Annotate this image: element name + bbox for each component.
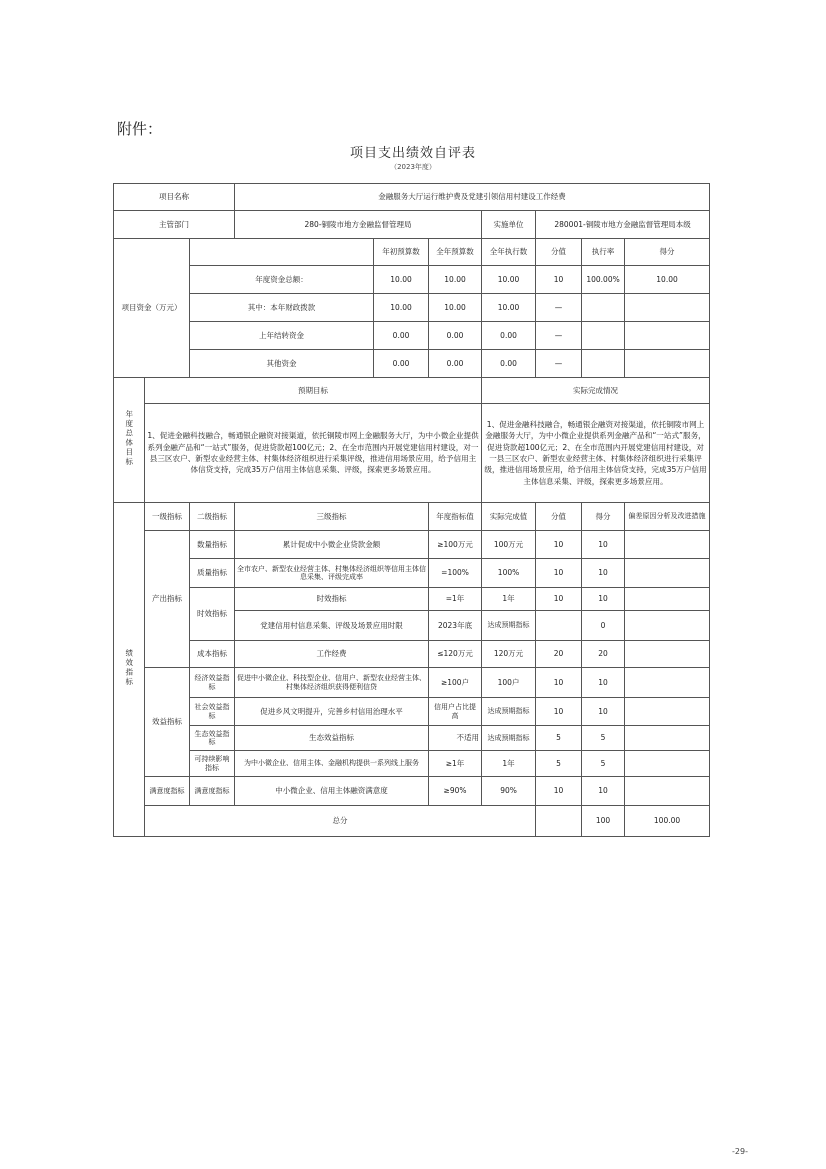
perf-l3: 工作经费 [235,641,429,668]
funds-row-annual: 10.00 [429,294,482,322]
perf-deviation [625,698,710,726]
perf-got: 10 [582,559,625,588]
perf-deviation [625,611,710,641]
perf-actual: 1年 [482,588,536,611]
total-got: 100.00 [625,806,710,837]
funds-row-rate [582,322,625,350]
implementer-label: 实施单位 [482,211,536,239]
perf-row [114,726,710,751]
funds-row-got [625,294,710,322]
goals-actual-text: 1、促进金融科技融合，畅通银企融资对接渠道，依托铜陵市网上金融服务大厅，为中小微企业提供系列金融产品和“一站式”服务，促进贷款超100亿元；2、在全市范围内开展党建信用村建设，对一县三区农户、新型农业经营主体、村集体经济组织进行采集评级，推进信用场景应用，给予信用主体信贷支持，完成35万户信用主体信息采集、评级，探索更多场景应用。 [482,404,710,503]
perf-score: 10 [536,588,582,611]
perf-deviation [625,641,710,668]
funds-label: 项目资金（万元） [114,239,190,378]
perf-score [536,611,582,641]
perf-score: 20 [536,641,582,668]
funds-header-score: 分值 [536,239,582,266]
goals-expected-text: 1、促进金融科技融合，畅通银企融资对接渠道，依托铜陵市网上金融服务大厅，为中小微企业提供系列金融产品和“一站式”服务，促进贷款超100亿元；2、在全市范围内开展党建信用村建设，对一县三区农户、新型农业经营主体、村集体经济组织进行采集评级，推进信用场景应用，给予信用主体信贷支持，完成35万户信用主体信息采集、评级，探索更多场景应用。 [145,404,482,503]
implementer-value: 280001-铜陵市地方金融监督管理局本级 [536,211,710,239]
evaluation-table [113,183,710,837]
funds-header-executed: 全年执行数 [482,239,536,266]
perf-deviation [625,751,710,777]
perf-output-label: 产出指标 [145,531,190,668]
page-subtitle: （2023年度） [390,163,436,171]
funds-header-initial: 年初预算数 [374,239,429,266]
perf-deviation [625,726,710,751]
perf-l2: 经济效益指标 [190,668,235,698]
page-title: 项目支出绩效自评表 [349,146,476,161]
perf-actual: 100% [482,559,536,588]
perf-target: =100% [429,559,482,588]
perf-l2: 质量指标 [190,559,235,588]
funds-row-label: 其中：本年财政拨款 [190,294,374,322]
perf-score: 10 [536,668,582,698]
department-label: 主管部门 [114,211,235,239]
perf-actual: 达成预期指标 [482,726,536,751]
perf-target: =1年 [429,588,482,611]
perf-target: ≥100万元 [429,531,482,559]
perf-deviation [625,777,710,806]
project-name-label: 项目名称 [114,184,235,211]
funds-row [114,322,710,350]
perf-l3: 为中小微企业、信用主体、金融机构提供一系列线上服务 [235,751,429,777]
funds-row-initial: 10.00 [374,266,429,294]
perf-l2: 数量指标 [190,531,235,559]
funds-header-got: 得分 [625,239,710,266]
perf-benefit-label: 效益指标 [145,668,190,777]
perf-actual: 100万元 [482,531,536,559]
perf-l3: 累计促成中小微企业贷款金额 [235,531,429,559]
perf-header-target: 年度指标值 [429,503,482,531]
goals-label: 年度总体目标 [114,378,145,503]
perf-target: 信用户占比提高 [429,698,482,726]
perf-l2: 可持续影响指标 [190,751,235,777]
funds-row-rate [582,350,625,378]
annex-label: 附件： [117,120,163,138]
total-label: 总分 [145,806,536,837]
goals-actual-header: 实际完成情况 [482,378,710,404]
perf-score: 10 [536,777,582,806]
perf-header-score: 分值 [536,503,582,531]
perf-score: 10 [536,698,582,726]
perf-target: ≥90% [429,777,482,806]
perf-l3: 全市农户、新型农业经营主体、村集体经济组织等信用主体信息采集、评级完成率 [235,559,429,588]
perf-target: 不适用 [429,726,482,751]
perf-deviation [625,559,710,588]
department-value: 280-铜陵市地方金融监督管理局 [235,211,482,239]
perf-actual: 90% [482,777,536,806]
perf-l3: 党建信用村信息采集、评级及场景应用时限 [235,611,429,641]
funds-row-rate [582,294,625,322]
funds-row-score: — [536,294,582,322]
perf-actual: 120万元 [482,641,536,668]
funds-row-executed: 10.00 [482,266,536,294]
perf-row [114,559,710,588]
funds-row [114,294,710,322]
perf-label: 绩效指标 [114,503,145,837]
perf-row [114,588,710,611]
perf-header-l1: 一级指标 [145,503,190,531]
perf-got: 10 [582,531,625,559]
perf-got: 0 [582,611,625,641]
funds-row-score: — [536,322,582,350]
funds-row [114,266,710,294]
perf-target: ≥1年 [429,751,482,777]
perf-header-deviation: 偏差原因分析及改进措施 [625,503,710,531]
perf-deviation [625,668,710,698]
funds-row-initial: 0.00 [374,322,429,350]
perf-got: 10 [582,777,625,806]
perf-deviation [625,531,710,559]
project-name-row [114,184,710,211]
perf-l2: 成本指标 [190,641,235,668]
perf-l3: 生态效益指标 [235,726,429,751]
project-name-value: 金融服务大厅运行维护费及党建引领信用村建设工作经费 [235,184,710,211]
perf-target: ≥100户 [429,668,482,698]
perf-score: 10 [536,531,582,559]
perf-got: 10 [582,668,625,698]
funds-row-initial: 10.00 [374,294,429,322]
goals-content-row [114,404,710,503]
funds-row-executed: 10.00 [482,294,536,322]
goals-header-row [114,378,710,404]
perf-header-row [114,503,710,531]
perf-l2: 社会效益指标 [190,698,235,726]
perf-target: ≤120万元 [429,641,482,668]
funds-row-label: 上年结转资金 [190,322,374,350]
perf-l2: 生态效益指标 [190,726,235,751]
funds-row-score: 10 [536,266,582,294]
goals-expected-header: 预期目标 [145,378,482,404]
perf-row [114,698,710,726]
perf-l2: 满意度指标 [190,777,235,806]
department-row [114,211,710,239]
perf-row [114,641,710,668]
perf-row [114,668,710,698]
perf-satisfaction-label: 满意度指标 [145,777,190,806]
funds-row-executed: 0.00 [482,322,536,350]
funds-row [114,350,710,378]
total-blank [536,806,582,837]
perf-l3: 促进乡风文明提升，完善乡村信用治理水平 [235,698,429,726]
perf-header-got: 得分 [582,503,625,531]
perf-score: 5 [536,751,582,777]
perf-got: 5 [582,751,625,777]
funds-row-got [625,350,710,378]
funds-row-label: 其他资金 [190,350,374,378]
perf-header-l3: 三级指标 [235,503,429,531]
funds-header-row [114,239,710,266]
funds-row-executed: 0.00 [482,350,536,378]
perf-got: 10 [582,698,625,726]
funds-header-rate: 执行率 [582,239,625,266]
perf-row [114,751,710,777]
funds-row-initial: 0.00 [374,350,429,378]
perf-l3: 中小微企业、信用主体融资满意度 [235,777,429,806]
total-row [114,806,710,837]
page-number: -29- [732,1147,748,1156]
funds-row-annual: 10.00 [429,266,482,294]
perf-actual: 达成预期指标 [482,698,536,726]
perf-header-actual: 实际完成值 [482,503,536,531]
perf-got: 10 [582,588,625,611]
funds-row-label: 年度资金总额： [190,266,374,294]
perf-target: 2023年底 [429,611,482,641]
funds-row-annual: 0.00 [429,322,482,350]
funds-row-rate: 100.00% [582,266,625,294]
funds-row-annual: 0.00 [429,350,482,378]
perf-l3: 时效指标 [235,588,429,611]
perf-header-l2: 二级指标 [190,503,235,531]
total-score: 100 [582,806,625,837]
perf-l3: 促进中小微企业、科技型企业、信用户、新型农业经营主体、村集体经济组织获得便利信贷 [235,668,429,698]
funds-header-annual: 全年预算数 [429,239,482,266]
perf-got: 20 [582,641,625,668]
funds-row-score: — [536,350,582,378]
perf-got: 5 [582,726,625,751]
funds-row-got: 10.00 [625,266,710,294]
perf-row [114,531,710,559]
perf-l2: 时效指标 [190,588,235,641]
perf-deviation [625,588,710,611]
perf-score: 10 [536,559,582,588]
perf-row [114,777,710,806]
perf-actual: 1年 [482,751,536,777]
funds-header-blank [190,239,374,266]
perf-score: 5 [536,726,582,751]
perf-actual: 达成预期指标 [482,611,536,641]
funds-row-got [625,322,710,350]
perf-actual: 100户 [482,668,536,698]
